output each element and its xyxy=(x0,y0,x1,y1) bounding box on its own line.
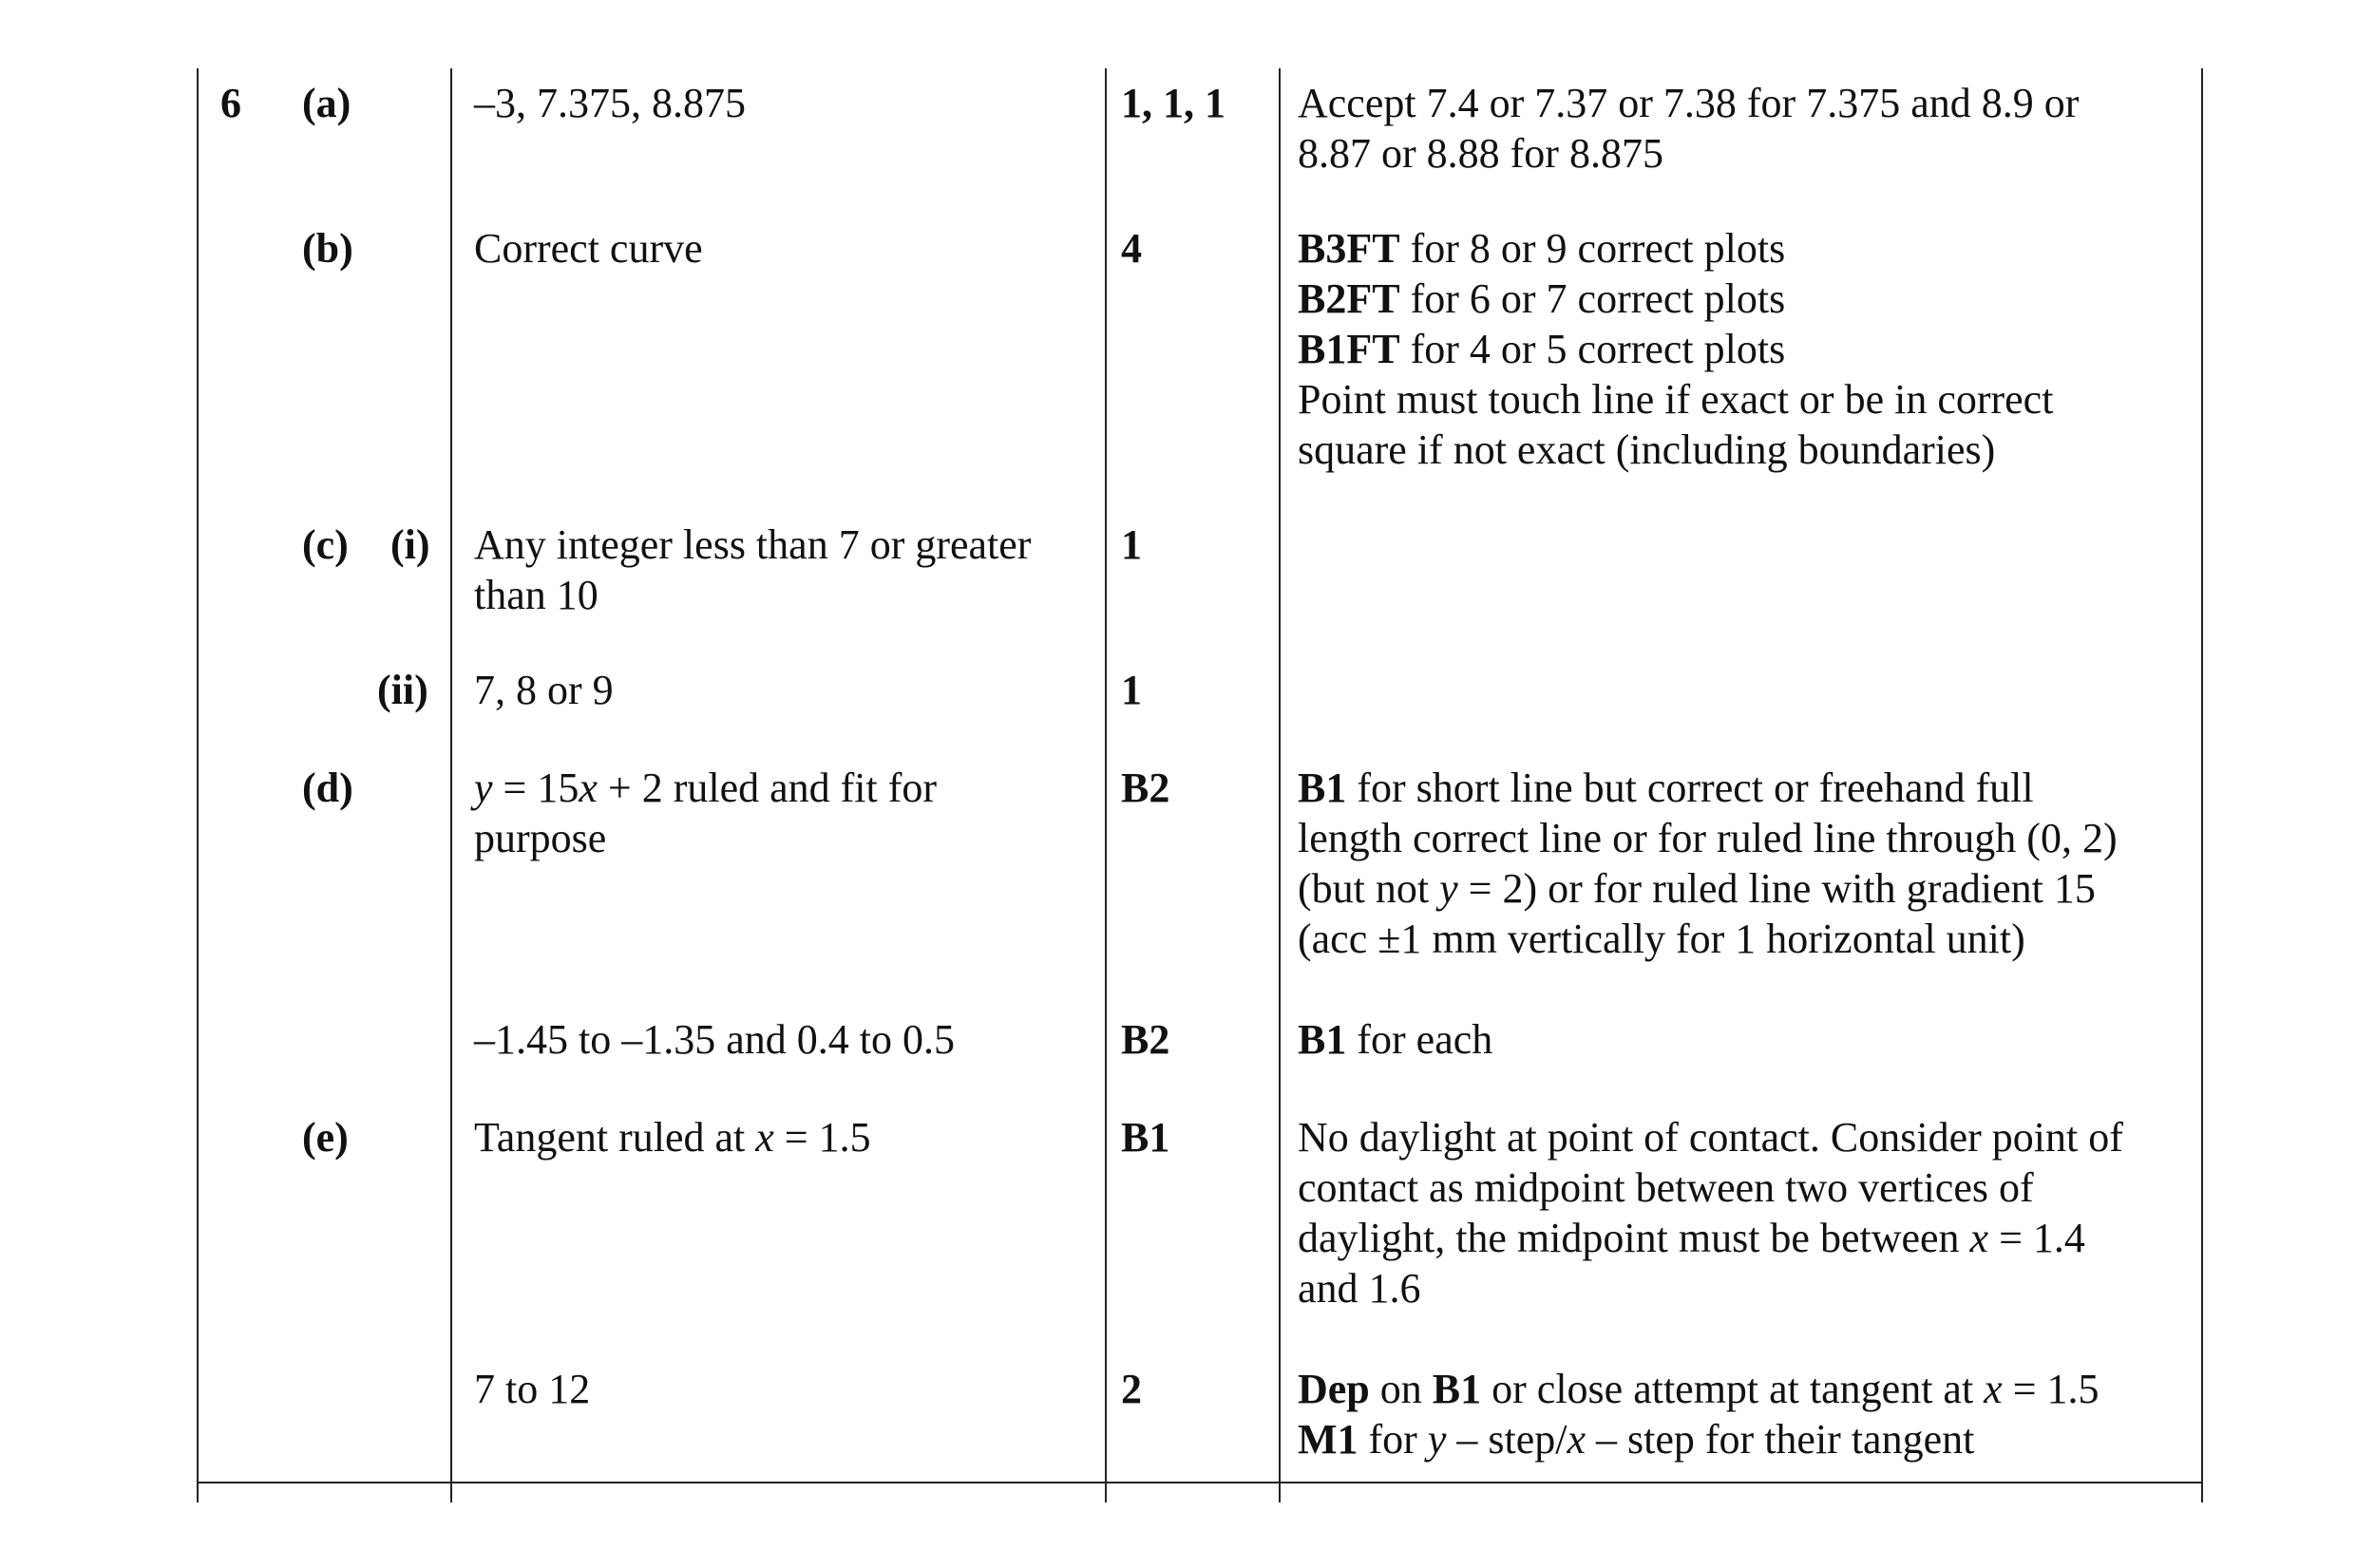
part-a-label: (a) xyxy=(302,80,352,126)
part-d-line-mark: B2 xyxy=(1121,765,1170,811)
part-b-label: (b) xyxy=(302,225,353,272)
part-d-line-guidance: (acc ±1 mm vertically for 1 horizontal unit) xyxy=(1298,916,2025,962)
var-x: x xyxy=(1567,1416,1586,1463)
part-c-i-label: (i) xyxy=(390,521,430,568)
part-b-guidance-b2ft xyxy=(1298,274,1785,324)
var-x: x xyxy=(579,765,598,811)
part-b-guidance-b3ft xyxy=(1298,223,1785,274)
guidance-text: = 1.5 xyxy=(2002,1366,2100,1412)
var-y: y xyxy=(1427,1416,1447,1463)
part-d-roots-answer: –1.45 to –1.35 and 0.4 to 0.5 xyxy=(474,1016,955,1063)
mark-code: B3FT xyxy=(1298,225,1400,272)
part-d-line-guidance: length correct line or for ruled line through (0, 2) xyxy=(1298,815,2118,861)
mark-code: B1 xyxy=(1432,1366,1482,1412)
guidance-text: or close attempt at tangent at xyxy=(1481,1366,1985,1412)
column-divider-mark xyxy=(1105,68,1107,1502)
var-y: y xyxy=(1439,865,1458,912)
part-d-line-answer-cont: purpose xyxy=(474,815,607,861)
part-e-tangent-guidance: No daylight at point of contact. Consider point of xyxy=(1298,1114,2123,1161)
mark-code: B1FT xyxy=(1298,326,1400,372)
part-a-mark: 1, 1, 1 xyxy=(1121,80,1226,126)
mark-code: B1 xyxy=(1298,1016,1347,1063)
part-e-tangent-guidance: and 1.6 xyxy=(1298,1265,1421,1312)
part-d-roots-guidance xyxy=(1298,1014,1492,1065)
guidance-text: = 2) or for ruled line with gradient 15 xyxy=(1457,865,2096,912)
part-e-tangent-mark: B1 xyxy=(1121,1114,1170,1161)
answer-text: Tangent ruled at xyxy=(474,1114,756,1161)
part-e-label: (e) xyxy=(302,1114,349,1161)
question-number: 6 xyxy=(220,80,241,126)
part-c-label: (c) xyxy=(302,521,349,568)
var-x: x xyxy=(1984,1366,2003,1412)
part-a-answer: –3, 7.375, 8.875 xyxy=(474,80,746,126)
part-a-guidance-line: Accept 7.4 or 7.37 or 7.38 for 7.375 and 8.9 or xyxy=(1298,80,2080,126)
part-e-tangent-answer xyxy=(474,1112,871,1162)
guidance-text: for 6 or 7 correct plots xyxy=(1399,275,1786,322)
mark-code: M1 xyxy=(1298,1416,1358,1463)
guidance-text: – step/ xyxy=(1446,1416,1568,1463)
answer-text: = 1.5 xyxy=(773,1114,871,1161)
table-border-left xyxy=(197,68,199,1502)
table-border-right xyxy=(2201,68,2203,1502)
mark-code: B2FT xyxy=(1298,275,1400,322)
var-y: y xyxy=(474,765,493,811)
part-e-tangent-guidance: contact as midpoint between two vertices of xyxy=(1298,1164,2034,1211)
part-c-i-mark: 1 xyxy=(1121,521,1142,568)
mark-code: Dep xyxy=(1298,1366,1370,1412)
guidance-text: for xyxy=(1358,1416,1428,1463)
guidance-text: = 1.4 xyxy=(1988,1215,2085,1261)
part-c-i-answer: than 10 xyxy=(474,572,598,618)
guidance-text: daylight, the midpoint must be between xyxy=(1298,1215,1970,1261)
var-x: x xyxy=(755,1114,774,1161)
var-x: x xyxy=(1969,1215,1989,1261)
part-c-i-answer: Any integer less than 7 or greater xyxy=(474,521,1032,568)
part-e-gradient-guidance-m1 xyxy=(1298,1414,1974,1464)
guidance-text: – step for their tangent xyxy=(1586,1416,1975,1463)
guidance-text: (but not xyxy=(1298,865,1440,912)
part-b-guidance-b1ft xyxy=(1298,324,1785,374)
mark-code: B1 xyxy=(1298,765,1347,811)
part-e-gradient-guidance-dep xyxy=(1298,1364,2100,1414)
column-divider-answer xyxy=(450,68,452,1502)
part-d-roots-mark: B2 xyxy=(1121,1016,1170,1063)
table-bottom-rule xyxy=(197,1482,2203,1483)
part-d-line-guidance xyxy=(1298,863,2096,914)
part-c-ii-mark: 1 xyxy=(1121,667,1142,713)
part-c-ii-label: (ii) xyxy=(377,667,428,713)
part-b-mark: 4 xyxy=(1121,225,1142,272)
guidance-text: for short line but correct or freehand full xyxy=(1346,765,2034,811)
part-c-ii-answer: 7, 8 or 9 xyxy=(474,667,614,713)
part-d-line-guidance xyxy=(1298,763,2034,813)
column-divider-guidance xyxy=(1279,68,1281,1502)
part-e-gradient-mark: 2 xyxy=(1121,1366,1142,1412)
part-b-guidance-note: square if not exact (including boundaries) xyxy=(1298,426,1996,473)
equation-text: = 15 xyxy=(492,765,580,811)
part-b-answer: Correct curve xyxy=(474,225,703,272)
guidance-text: for 4 or 5 correct plots xyxy=(1399,326,1786,372)
guidance-text: for each xyxy=(1346,1016,1493,1063)
part-d-label: (d) xyxy=(302,765,353,811)
part-e-gradient-answer: 7 to 12 xyxy=(474,1366,591,1412)
part-d-line-answer xyxy=(474,763,937,813)
guidance-text: for 8 or 9 correct plots xyxy=(1399,225,1786,272)
part-e-tangent-guidance xyxy=(1298,1213,2085,1263)
part-b-guidance-note: Point must touch line if exact or be in correct xyxy=(1298,376,2054,423)
part-a-guidance-line: 8.87 or 8.88 for 8.875 xyxy=(1298,130,1663,177)
guidance-text: on xyxy=(1369,1366,1433,1412)
equation-text: + 2 ruled and fit for xyxy=(597,765,938,811)
